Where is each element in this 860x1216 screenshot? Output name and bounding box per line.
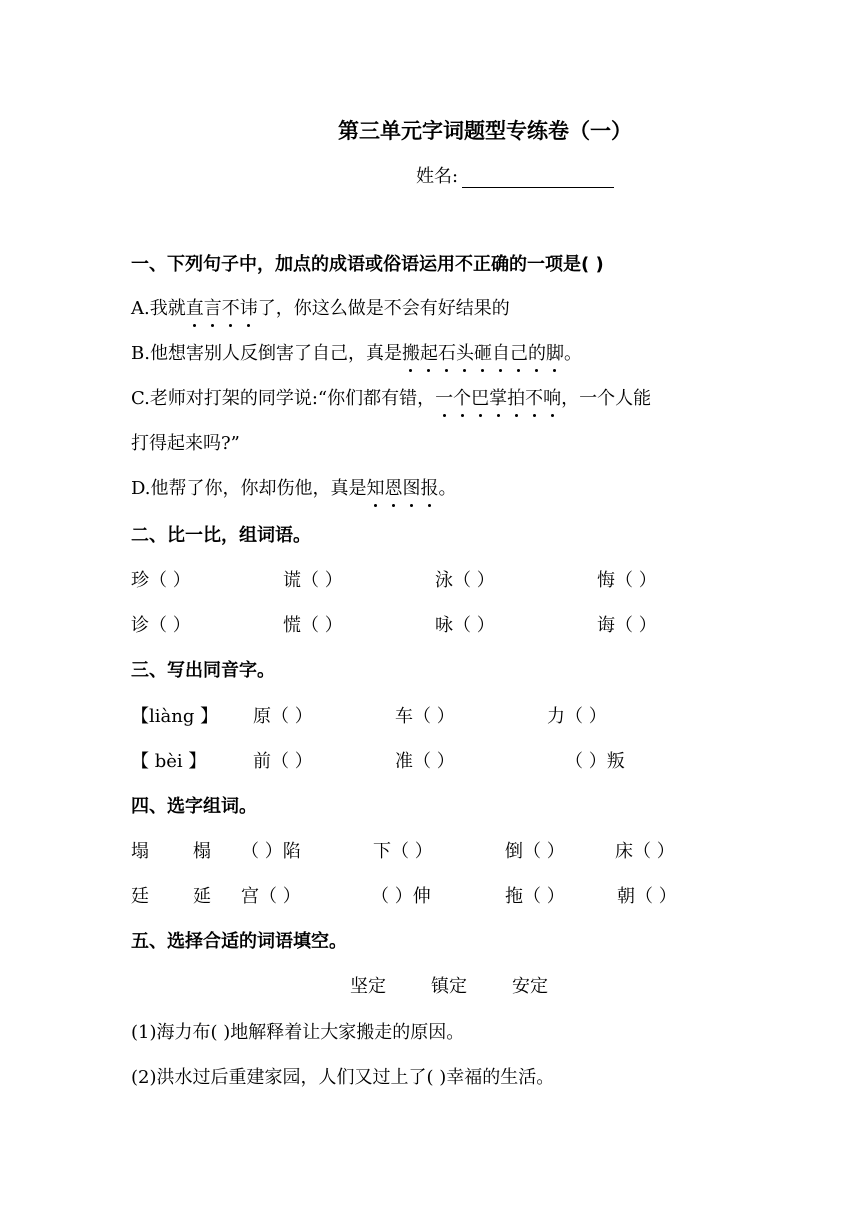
- q1-option-a: [131, 294, 510, 320]
- q3-pinyin-liang: 【liàng 】: [131, 706, 219, 727]
- q2-item[interactable]: 慌（ ）: [283, 615, 343, 636]
- dotted-char: 图: [403, 474, 421, 500]
- dotted-char: 个: [453, 384, 471, 410]
- q1-b-pre: B.他想害别人反倒害了自己，真是: [131, 343, 402, 364]
- q3-item[interactable]: 车（ ）: [395, 706, 455, 727]
- q3-item[interactable]: （ ）叛: [565, 751, 625, 772]
- q2-item[interactable]: 谎（ ）: [283, 570, 343, 591]
- dotted-char: 砸: [474, 339, 492, 365]
- q4-heading: 四、选字组词。: [131, 796, 257, 817]
- name-label: 姓名:: [416, 166, 459, 187]
- q1-c-dotted-idiom: [435, 388, 561, 409]
- name-field-line: [416, 162, 614, 188]
- page-title: 第三单元字词题型专练卷（一）: [338, 119, 632, 143]
- q4-item[interactable]: （ ）伸: [371, 886, 431, 907]
- q4-item[interactable]: 宫（ ）: [241, 886, 301, 907]
- q3-item[interactable]: 准（ ）: [395, 751, 455, 772]
- q5-sentence-2: (2)洪水过后重建家园，人们又过上了( )幸福的生活。: [131, 1067, 555, 1088]
- q2-heading: 二、比一比，组词语。: [131, 525, 311, 546]
- q3-item[interactable]: 原（ ）: [253, 706, 313, 727]
- dotted-char: 直: [186, 294, 204, 320]
- q1-d-dotted-idiom: [367, 478, 439, 499]
- q1-option-c-line2: 打得起来吗?”: [131, 433, 240, 454]
- dotted-char: 恩: [385, 474, 403, 500]
- q4-item[interactable]: 倒（ ）: [505, 841, 565, 862]
- q4-char: 榻: [193, 841, 211, 862]
- dotted-char: 搬: [402, 339, 420, 365]
- q2-item[interactable]: 诊（ ）: [131, 615, 191, 636]
- dotted-char: 知: [367, 474, 385, 500]
- q4-char: 塌: [131, 841, 149, 862]
- q1-b-post: 。: [563, 343, 582, 364]
- dotted-char: 头: [456, 339, 474, 365]
- q5-heading: 五、选择合适的词语填空。: [131, 931, 347, 952]
- q1-a-post: 了，你这么做是不会有好结果的: [257, 298, 510, 319]
- q2-item[interactable]: 泳（ ）: [435, 570, 495, 591]
- q1-option-b: [131, 339, 582, 365]
- dotted-char: 石: [438, 339, 456, 365]
- dotted-char: 不: [525, 384, 543, 410]
- dotted-char: 掌: [489, 384, 507, 410]
- q2-item[interactable]: 珍（ ）: [131, 570, 191, 591]
- q2-item[interactable]: 咏（ ）: [435, 615, 495, 636]
- q5-option: 安定: [512, 976, 548, 997]
- name-blank[interactable]: [462, 169, 614, 188]
- dotted-char: 不: [222, 294, 240, 320]
- q3-item[interactable]: 前（ ）: [253, 751, 313, 772]
- q1-c-post: ，一个人能: [561, 388, 652, 409]
- dotted-char: 自: [492, 339, 510, 365]
- q2-item[interactable]: 诲（ ）: [597, 615, 657, 636]
- dotted-char: 己: [510, 339, 528, 365]
- q1-c-pre: C.老师对打架的同学说:“你们都有错，: [131, 388, 436, 409]
- q3-pinyin-bei: 【 bèi 】: [131, 751, 207, 772]
- q1-option-d: [131, 474, 457, 500]
- q1-option-c: [131, 384, 651, 410]
- dotted-char: 讳: [240, 294, 258, 320]
- q1-a-pre: A.我就: [131, 298, 186, 319]
- q1-heading: 一、下列句子中，加点的成语或俗语运用不正确的一项是( ): [131, 254, 604, 275]
- q4-item[interactable]: 床（ ）: [615, 841, 675, 862]
- dotted-char: 巴: [471, 384, 489, 410]
- q1-d-post: 。: [438, 478, 457, 499]
- q5-option: 镇定: [431, 976, 467, 997]
- q2-item[interactable]: 悔（ ）: [597, 570, 657, 591]
- q5-option: 坚定: [350, 976, 386, 997]
- q3-item[interactable]: 力（ ）: [547, 706, 607, 727]
- q1-b-dotted-idiom: [402, 343, 564, 364]
- dotted-char: 拍: [507, 384, 525, 410]
- q5-sentence-1: (1)海力布( )地解释着让大家搬走的原因。: [131, 1022, 465, 1043]
- q4-item[interactable]: 朝（ ）: [617, 886, 677, 907]
- dotted-char: 响: [543, 384, 561, 410]
- dotted-char: 言: [204, 294, 222, 320]
- q4-item[interactable]: 拖（ ）: [505, 886, 565, 907]
- dotted-char: 一: [435, 384, 453, 410]
- q1-d-pre: D.他帮了你，你却伤他，真是: [131, 478, 367, 499]
- q4-item[interactable]: 下（ ）: [373, 841, 433, 862]
- dotted-char: 的: [528, 339, 546, 365]
- q4-char: 延: [193, 886, 211, 907]
- q4-item[interactable]: （ ）陷: [241, 841, 301, 862]
- q3-heading: 三、写出同音字。: [131, 660, 275, 681]
- dotted-char: 起: [420, 339, 438, 365]
- q4-char: 廷: [131, 886, 149, 907]
- dotted-char: 脚: [546, 339, 564, 365]
- dotted-char: 报: [421, 474, 439, 500]
- q1-a-dotted-idiom: [186, 298, 258, 319]
